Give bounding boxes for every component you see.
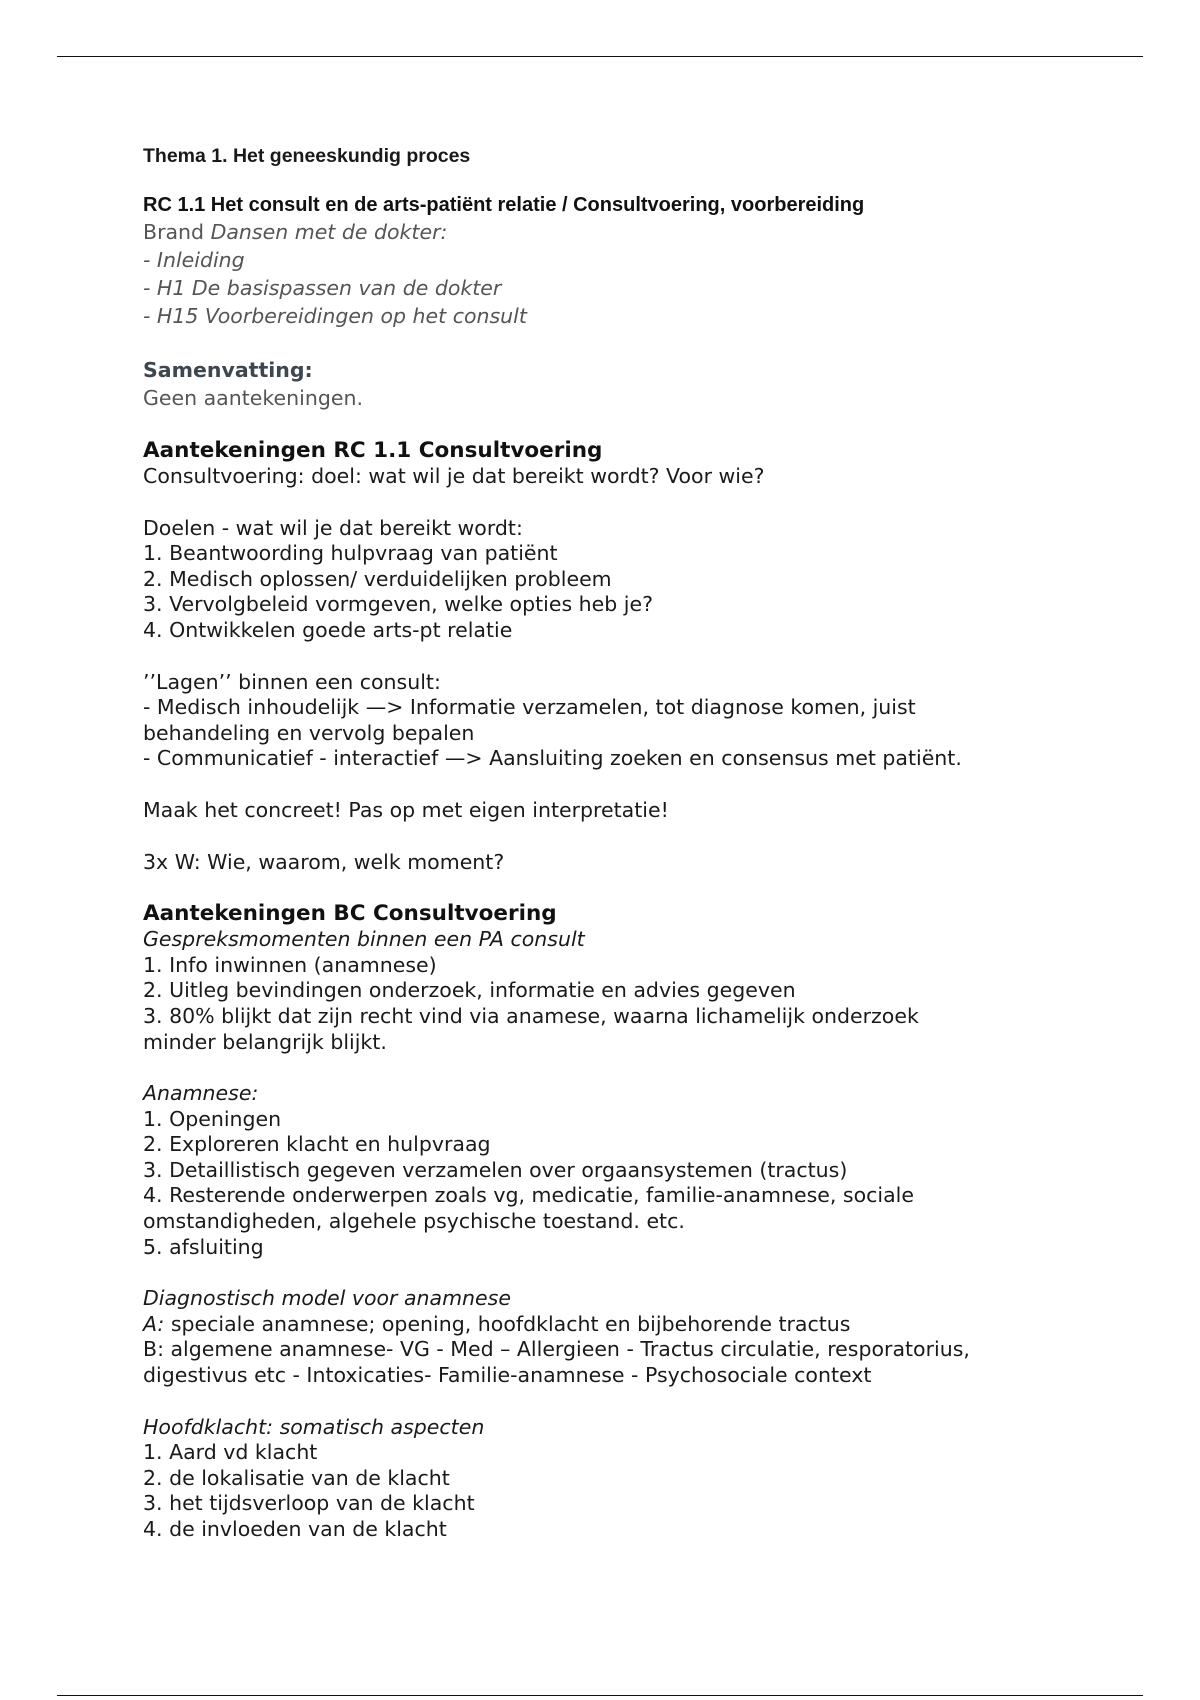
list-item: 1. Openingen [143,1106,282,1131]
document-page [143,144,1103,1543]
section-heading-bc: Aantekeningen BC Consultvoering [143,901,557,927]
list-item: 1. Aard vd klacht [143,1440,318,1465]
list-item: - Medisch inhoudelijk —> Informatie verzamelen, tot diagnose komen, juist [143,695,916,720]
list-item: 3. Vervolgbeleid vormgeven, welke opties heb je? [143,592,653,617]
list-item: 4. Resterende onderwerpen zoals vg, medicatie, familie-anamnese, sociale [143,1183,914,1208]
brand-item: - H1 De basispassen van de dokter [143,276,502,300]
list-item: 4. de invloeden van de klacht [143,1517,447,1541]
samenvatting-label: Samenvatting: [143,358,313,382]
diag-label: Diagnostisch model voor anamnese [143,1286,511,1311]
section-heading-rc: Aantekeningen RC 1.1 Consultvoering [143,438,603,463]
concreet-line: Maak het concreet! Pas op met eigen interpretatie! [143,797,669,822]
list-item: 2. Uitleg bevindingen onderzoek, informatie en advies gegeven [143,978,796,1003]
list-item: - Communicatief - interactief —> Aansluiting zoeken en consensus met patiënt. [143,746,962,771]
list-item: 2. de lokalisatie van de klacht [143,1465,450,1490]
brand-title: Dansen met de dokter: [210,220,448,244]
list-item: 3. het tijdsverloop van de klacht [143,1491,475,1516]
rc-heading: RC 1.1 Het consult en de arts-patiënt relatie / Consultvoering, voorbereiding [143,194,865,216]
brand-prefix: Brand [143,220,211,244]
intro-line: Consultvoering: doel: wat wil je dat bereikt wordt? Voor wie? [143,464,765,488]
list-item: omstandigheden, algehele psychische toestand. etc. [143,1209,685,1234]
diag-a-line [143,1312,1103,1338]
brand-item: - Inleiding [143,248,245,272]
list-item: 5. afsluiting [143,1234,264,1259]
list-item: minder belangrijk blijkt. [143,1029,387,1054]
brand-item: - H15 Voorbereidingen op het consult [143,304,527,328]
brand-reference [143,218,1103,330]
list-item: behandeling en vervolg bepalen [143,720,475,745]
section-bc-body [143,927,1103,1542]
drie-w-line: 3x W: Wie, waarom, welk moment? [143,849,505,874]
list-item: 1. Info inwinnen (anamnese) [143,952,437,977]
section-rc-body [143,464,1103,875]
doelen-label: Doelen - wat wil je dat bereikt wordt: [143,515,523,540]
diag-a-prefix: A: [143,1311,165,1336]
list-item: 2. Medisch oplossen/ verduidelijken probleem [143,566,612,591]
list-item: digestivus etc - Intoxicaties- Familie-anamnese - Psychosociale context [143,1363,872,1388]
thema-title: Thema 1. Het geneeskundig proces [143,145,471,167]
list-item: 2. Exploreren klacht en hulpvraag [143,1132,491,1157]
list-item: 3. 80% blijkt dat zijn recht vind via anamese, waarna lichamelijk onderzoek [143,1003,919,1028]
hoofd-label: Hoofdklacht: somatisch aspecten [143,1414,485,1439]
list-item: 4. Ontwikkelen goede arts-pt relatie [143,617,513,642]
top-rule [57,56,1143,57]
diag-a-text: speciale anamnese; opening, hoofdklacht en bijbehorende tractus [164,1311,851,1336]
list-item: 1. Beantwoording hulpvraag van patiënt [143,541,558,566]
gespreks-label: Gespreksmomenten binnen een PA consult [143,927,585,952]
list-item: B: algemene anamnese- VG - Med – Allergieen - Tractus circulatie, resporatorius, [143,1337,970,1362]
bottom-rule [57,1695,1143,1696]
anamnese-label: Anamnese: [143,1081,259,1106]
list-item: 3. Detaillistisch gegeven verzamelen over orgaansystemen (tractus) [143,1157,848,1182]
samenvatting-text: Geen aantekeningen. [143,386,363,410]
lagen-label: ’’Lagen’’ binnen een consult: [143,669,441,694]
